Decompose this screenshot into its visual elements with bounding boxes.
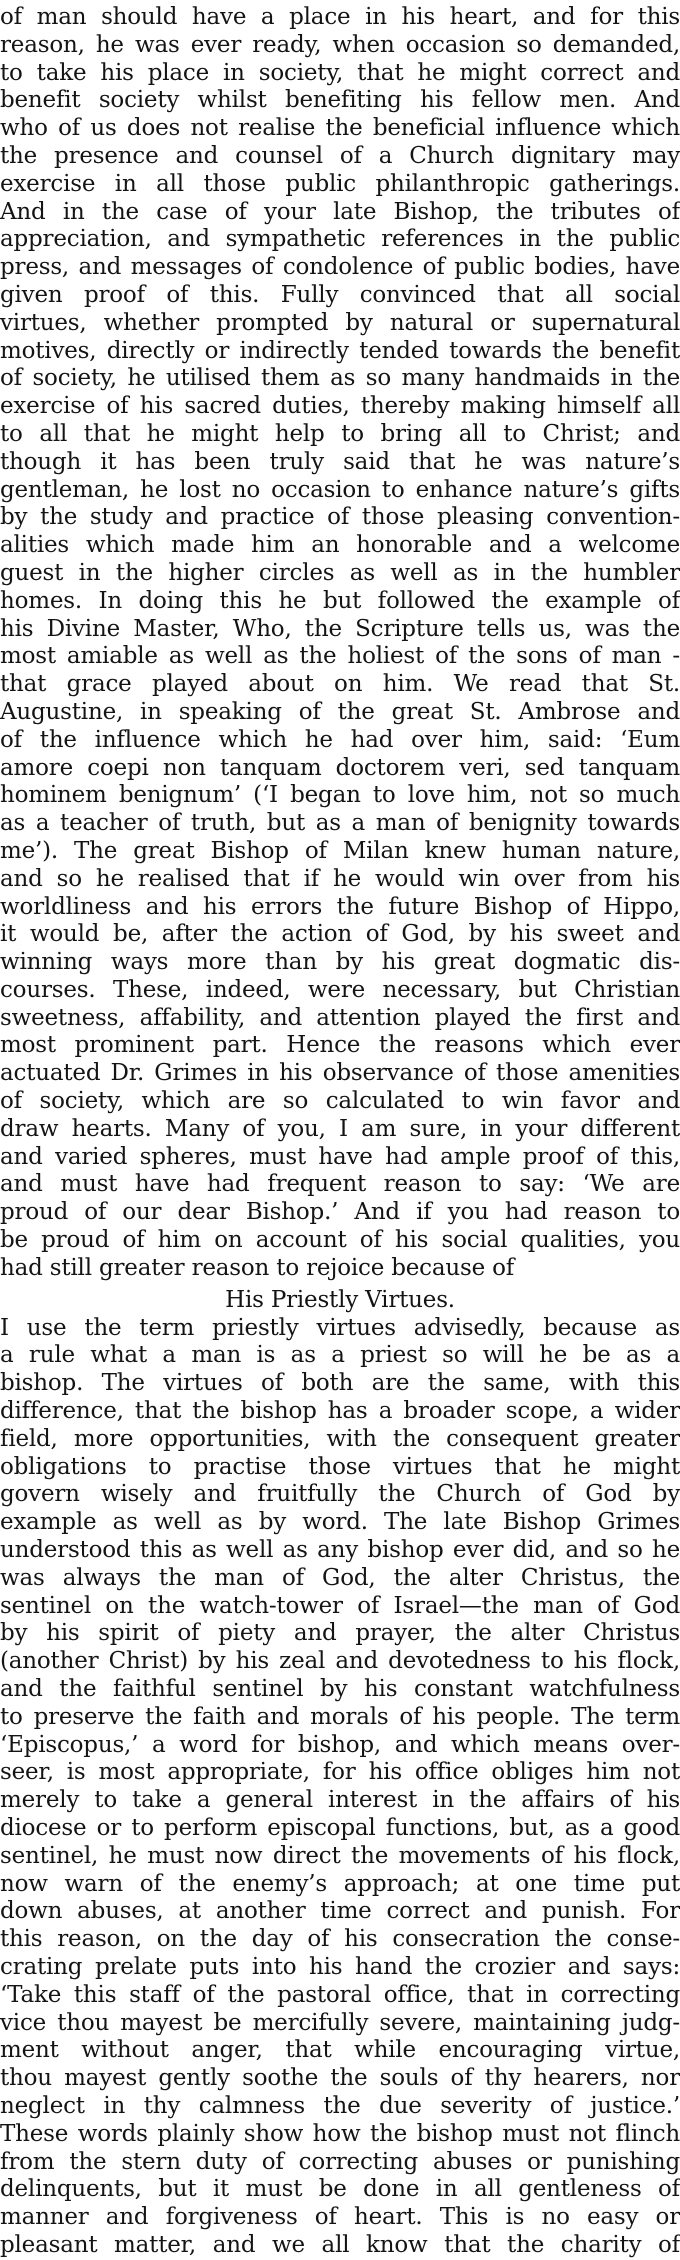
text-line: most amiable as well as the holiest of the sons of man -	[0, 643, 680, 670]
text-line: understood this as well as any bishop ever did, and so he	[0, 1537, 680, 1564]
text-line: field, more opportunities, with the consequent greater	[0, 1425, 680, 1452]
text-line: gentleman, he lost no occasion to enhance nature’s gifts	[0, 476, 680, 503]
text-line: exercise in all those public philanthropic gatherings.	[0, 170, 680, 197]
text-line: sentinel, he must now direct the movements of his flock,	[0, 1842, 680, 1869]
text-line: and the faithful sentinel by his constant watchfulness	[0, 1676, 680, 1703]
text-line: given proof of this. Fully convinced that all social	[0, 281, 680, 308]
text-line: ‘Take this staff of the pastoral office, that in correcting	[0, 1981, 680, 2008]
text-line: worldliness and his errors the future Bishop of Hippo,	[0, 893, 680, 920]
text-line: was always the man of God, the alter Christus, the	[0, 1564, 680, 1591]
text-line: press, and messages of condolence of public bodies, have	[0, 254, 680, 281]
text-line: seer, is most appropriate, for his office obliges him not	[0, 1759, 680, 1786]
text-line: Augustine, in speaking of the great St. Ambrose and	[0, 698, 680, 725]
text-line: proud of our dear Bishop.’ And if you had reason to	[0, 1199, 680, 1226]
text-line: that grace played about on him. We read that St.	[0, 671, 680, 698]
text-line: govern wisely and fruitfully the Church of God by	[0, 1481, 680, 1508]
text-line: amore coepi non tanquam doctorem veri, sed tanquam	[0, 754, 680, 781]
text-line: the presence and counsel of a Church dignitary may	[0, 142, 680, 169]
text-line: These words plainly show how the bishop must not flinch	[0, 2120, 680, 2147]
text-line: exercise of his sacred duties, thereby making himself all	[0, 393, 680, 420]
text-line: by his spirit of piety and prayer, the alter Christus	[0, 1620, 680, 1647]
text-line: bishop. The virtues of both are the same, with this	[0, 1370, 680, 1397]
text-line: example as well as by word. The late Bishop Grimes	[0, 1509, 680, 1536]
text-line: thou mayest gently soothe the souls of thy hearers, nor	[0, 2065, 680, 2092]
text-line: by the study and practice of those pleasing convention-	[0, 504, 680, 531]
text-line: from the stern duty of correcting abuses or punishing	[0, 2148, 680, 2175]
text-line: as a teacher of truth, but as a man of benignity towards	[0, 810, 680, 837]
text-line: diocese or to perform episcopal functions, but, as a good	[0, 1815, 680, 1841]
text-line: actuated Dr. Grimes in his observance of those amenities	[0, 1060, 680, 1087]
text-line: of man should have a place in his heart, and for this	[0, 4, 680, 30]
text-line: difference, that the bishop has a broader scope, a wider	[0, 1398, 680, 1425]
text-line: sweetness, affability, and attention played the first and	[0, 1004, 680, 1031]
text-line: pleasant matter, and we all know that the charity of	[0, 2231, 680, 2258]
text-line: now warn of the enemy’s approach; at one time put	[0, 1870, 680, 1897]
text-line: of society, he utilised them as so many handmaids in the	[0, 365, 680, 392]
text-line: I use the term priestly virtues advisedly, because as	[0, 1314, 680, 1341]
text-line: merely to take a general interest in the affairs of his	[0, 1787, 680, 1814]
paragraph-social-virtues	[0, 4, 680, 1283]
text-line: most prominent part. Hence the reasons which ever	[0, 1032, 680, 1059]
text-line: And in the case of your late Bishop, the tributes of	[0, 198, 680, 225]
text-line: and so he realised that if he would win over from his	[0, 865, 680, 892]
text-line: hominem benignum’ (‘I began to love him, not so much	[0, 782, 680, 809]
text-line: to all that he might help to bring all to Christ; and	[0, 420, 680, 447]
text-line: manner and forgiveness of heart. This is no easy or	[0, 2204, 680, 2231]
text-line: courses. These, indeed, were necessary, but Christian	[0, 976, 680, 1003]
paragraph-priestly-virtues	[0, 1315, 680, 2260]
text-line: ment without anger, that while encouraging virtue,	[0, 2037, 680, 2064]
text-line: me’). The great Bishop of Milan knew human nature,	[0, 837, 680, 864]
text-line: delinquents, but it must be done in all gentleness of	[0, 2176, 680, 2203]
text-line: be proud of him on account of his social qualities, you	[0, 1227, 680, 1254]
text-line: neglect in thy calmness the due severity of justice.’	[0, 2092, 680, 2119]
text-line: sentinel on the watch-tower of Israel—the man of God	[0, 1592, 680, 1619]
text-line: guest in the higher circles as well as in the humbler	[0, 559, 680, 586]
text-line: of the influence which he had over him, said: ‘Eum	[0, 726, 680, 753]
text-line: virtues, whether prompted by natural or supernatural	[0, 309, 680, 336]
text-line: to take his place in society, that he might correct and	[0, 59, 680, 86]
text-line: a rule what a man is as a priest so will he be as a	[0, 1342, 680, 1369]
text-line: and must have had frequent reason to say: ‘We are	[0, 1171, 680, 1198]
text-line: winning ways more than by his great dogmatic dis-	[0, 949, 680, 976]
text-line: his Divine Master, Who, the Scripture tells us, was the	[0, 615, 680, 642]
text-line: down abuses, at another time correct and punish. For	[0, 1898, 680, 1925]
text-line: draw hearts. Many of you, I am sure, in your different	[0, 1115, 680, 1142]
text-line: vice thou mayest be mercifully severe, maintaining judg-	[0, 2009, 680, 2036]
text-line: and varied spheres, must have had ample proof of this,	[0, 1143, 680, 1170]
text-line: ‘Episcopus,’ a word for bishop, and which means over-	[0, 1731, 680, 1758]
text-line: benefit society whilst benefiting his fellow men. And	[0, 87, 680, 114]
text-line: reason, he was ever ready, when occasion so demanded,	[0, 31, 680, 58]
text-line: who of us does not realise the beneficial influence which	[0, 115, 680, 142]
text-line: alities which made him an honorable and a welcome	[0, 532, 680, 559]
text-line: homes. In doing this he but followed the example of	[0, 587, 680, 614]
text-line: obligations to practise those virtues that he might	[0, 1453, 680, 1480]
text-line: had still greater reason to rejoice because of	[0, 1254, 515, 1281]
text-line: motives, directly or indirectly tended towards the benefit	[0, 337, 680, 364]
text-line: appreciation, and sympathetic references in the public	[0, 226, 680, 253]
text-line: this reason, on the day of his consecration the conse-	[0, 1926, 680, 1953]
section-heading: His Priestly Virtues.	[225, 1286, 455, 1313]
text-line: though it has been truly said that he was nature’s	[0, 448, 680, 475]
text-line: it would be, after the action of God, by his sweet and	[0, 921, 680, 948]
text-line: to preserve the faith and morals of his people. The term	[0, 1703, 680, 1730]
text-line: crating prelate puts into his hand the crozier and says:	[0, 1953, 680, 1980]
text-line: (another Christ) by his zeal and devotedness to his flock,	[0, 1648, 680, 1675]
text-line: of society, which are so calculated to win favor and	[0, 1088, 680, 1115]
